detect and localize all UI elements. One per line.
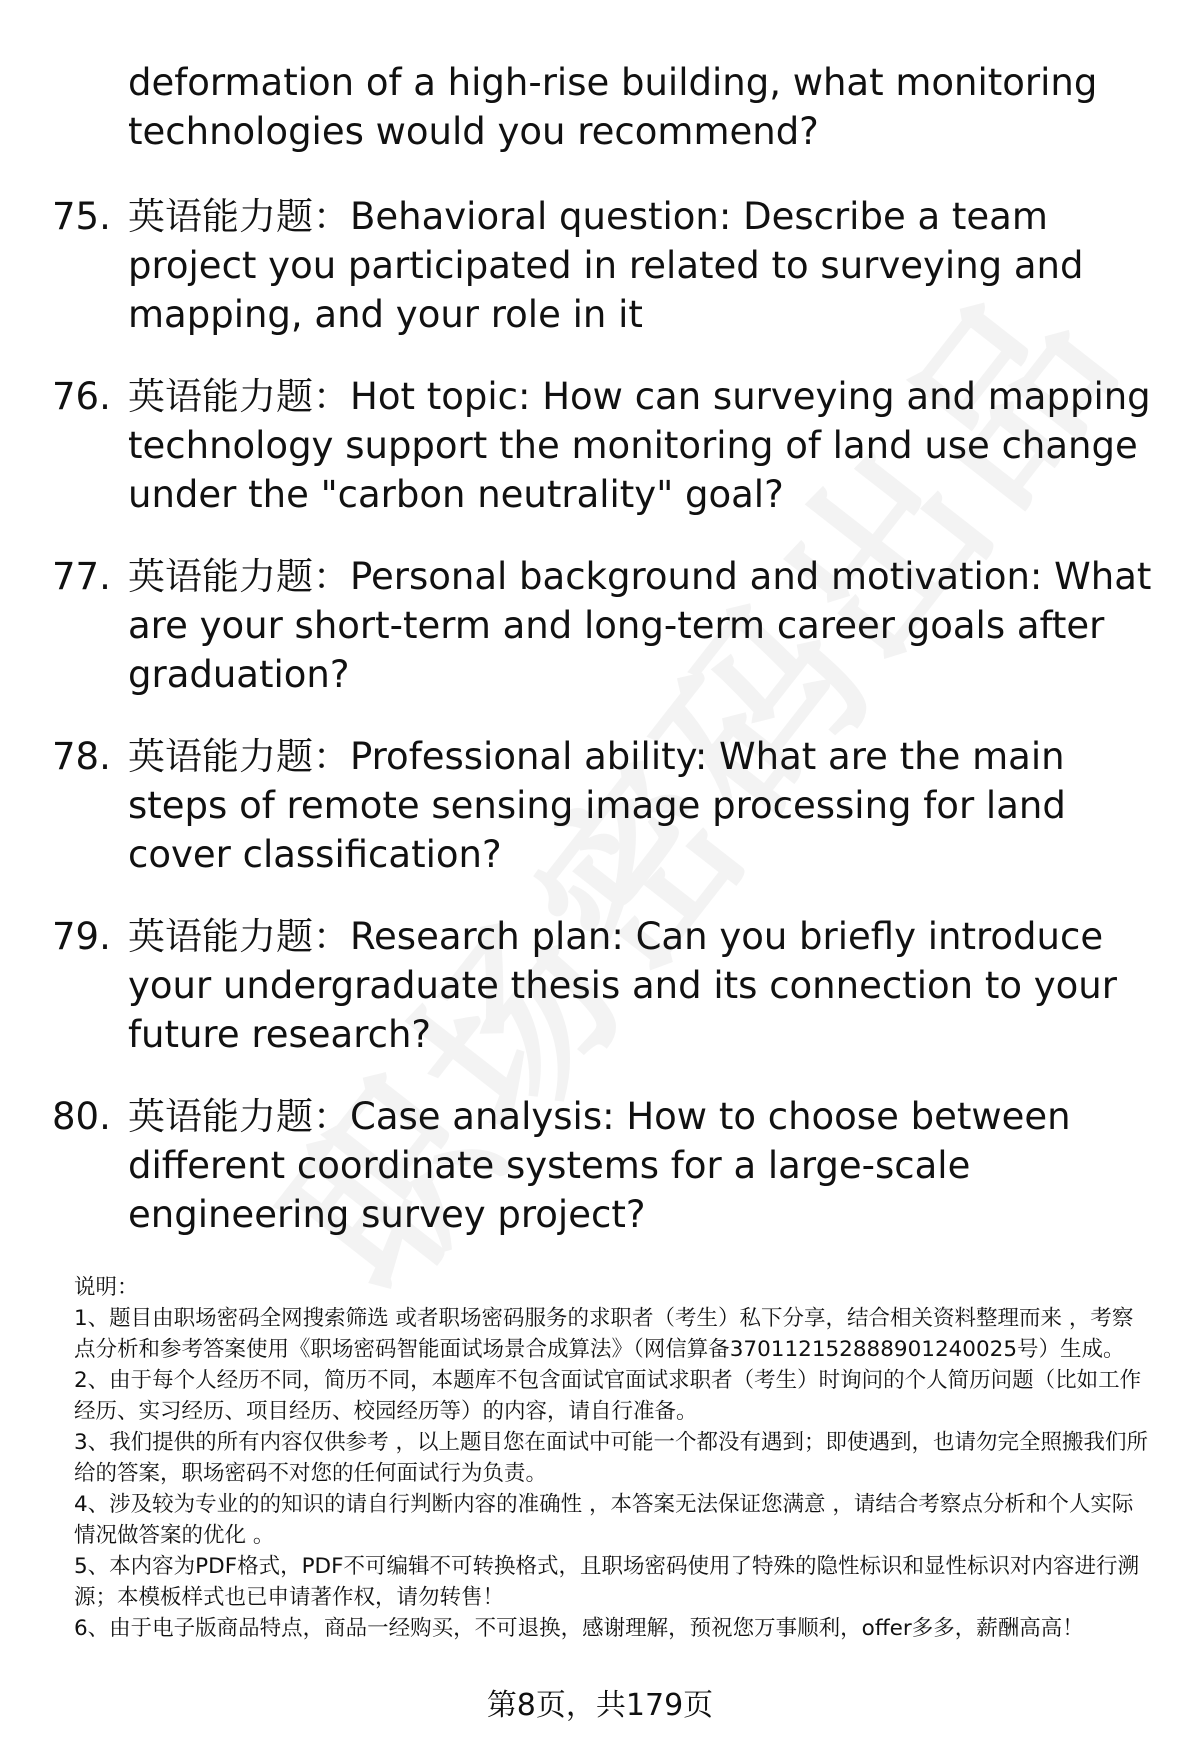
question-number: 80. [52,1095,111,1138]
question-text: 英语能力题：Hot topic: How can surveying and mapping technology support the monitoring of land use change under the "carbon neutrality" goal? [128,375,1151,516]
page-number: 第8页，共179页 [486,1688,714,1723]
question-item [0,1092,1200,1272]
note-item: 5、本内容为PDF格式，PDF不可编辑不可转换格式，且职场密码使用了特殊的隐性标识和显性标识对内容进行溯源；本模板样式也已申请著作权，请勿转售！ [74,1554,1139,1610]
question-text: 英语能力题：Behavioral question: Describe a team project you participated in related to surveying and mapping, and your role in it [128,195,1084,336]
question-item [0,732,1200,912]
question-number: 75. [52,195,111,238]
note-item: 2、由于每个人经历不同，简历不同，本题库不包含面试官面试求职者（考生）时询问的个人简历问题（比如工作经历、实习经历、项目经历、校园经历等）的内容，请自行准备。 [74,1368,1142,1424]
question-list [0,192,1200,1272]
notes-heading: 说明： [74,1275,139,1300]
question-text: 英语能力题：Research plan: Can you briefly introduce your undergraduate thesis and its connection to your future research? [128,915,1117,1056]
note-item: 1、题目由职场密码全网搜索筛选 或者职场密码服务的求职者（考生）私下分享，结合相关资料整理而来 ，考察点分析和参考答案使用《职场密码智能面试场景合成算法》（网信算备370112152888901240025号）生成。 [74,1306,1134,1362]
question-item [0,912,1200,1092]
question-item [0,192,1200,372]
note-item: 6、由于电子版商品特点，商品一经购买，不可退换，感谢理解，预祝您万事顺利，offer多多，薪酬高高！ [74,1616,1084,1641]
question-number: 76. [52,375,111,418]
question-text: 英语能力题：Personal background and motivation: What are your short-term and long-term career goals after graduation? [128,555,1152,696]
question-text: 英语能力题：Professional ability: What are the main steps of remote sensing image processing for land cover classification? [128,735,1066,876]
question-item [0,372,1200,552]
question-text: 英语能力题：Case analysis: How to choose between different coordinate systems for a large-scale engineering survey project? [128,1095,1071,1236]
question-number: 78. [52,735,111,778]
note-item: 3、我们提供的所有内容仅供参考 ，以上题目您在面试中可能一个都没有遇到；即使遇到，也请勿完全照搬我们所给的答案，职场密码不对您的任何面试行为负责。 [74,1430,1149,1486]
question-continuation: deformation of a high-rise building, what monitoring technologies would you recommend? [128,61,1098,153]
question-item [0,552,1200,732]
question-number: 77. [52,555,111,598]
notes-section [74,1272,1154,1644]
note-item: 4、涉及较为专业的的知识的请自行判断内容的准确性 ，本答案无法保证您满意 ，请结合考察点分析和个人实际情况做答案的优化 。 [74,1492,1134,1548]
question-number: 79. [52,915,111,958]
